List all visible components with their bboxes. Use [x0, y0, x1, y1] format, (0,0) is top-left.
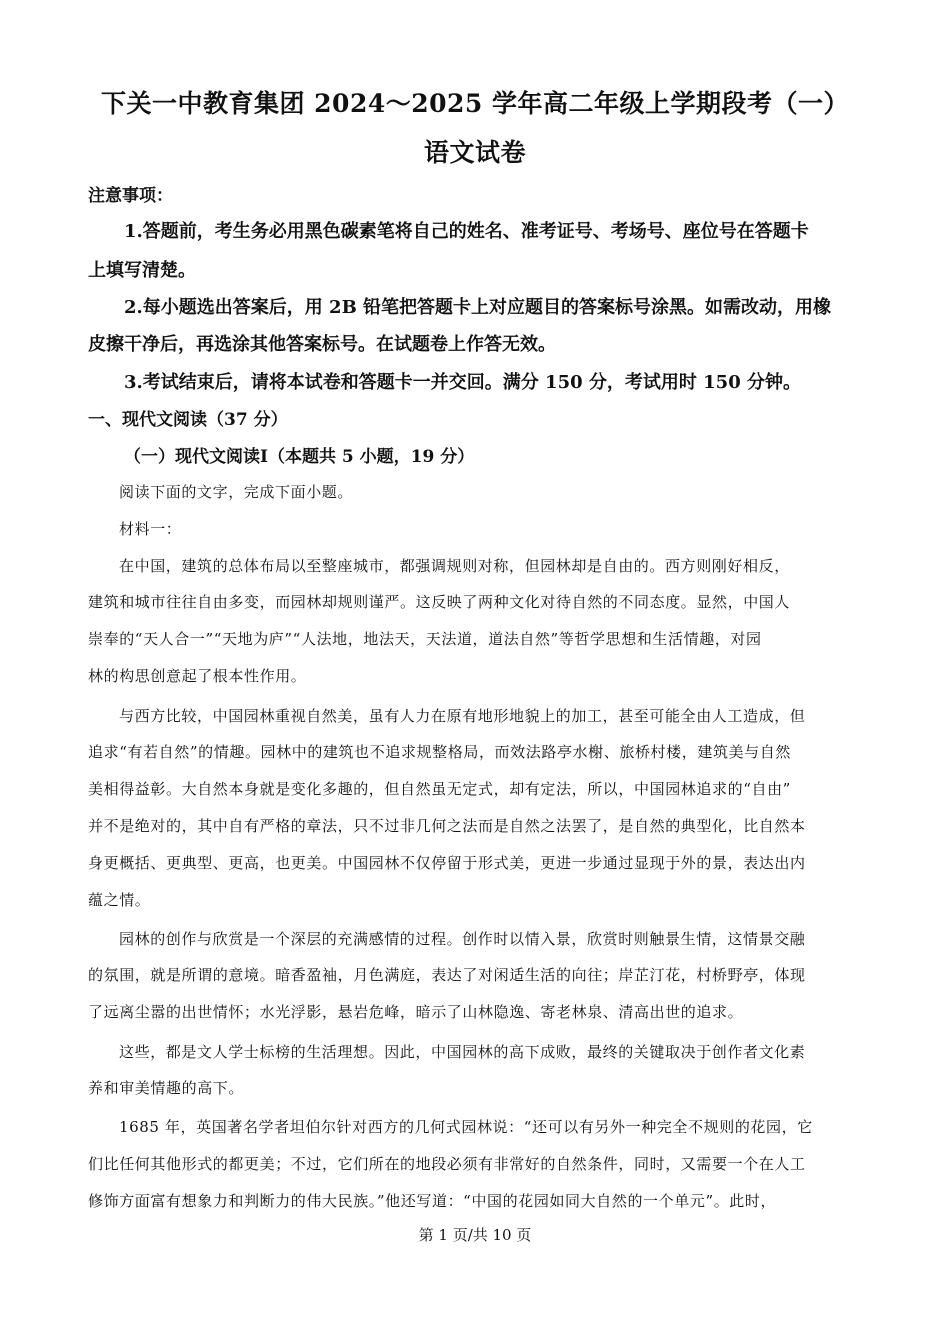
para-line: 追求“有若自然”的情趣。园林中的建筑也不追求规整格局，而效法路亭水榭、旅桥村楼，建筑美与自然: [88, 743, 791, 761]
para-line: 崇奉的“天人合一”“天地为庐”“人法地，地法天，天法道，道法自然”等哲学思想和生活情趣，对园: [88, 630, 762, 648]
para-line: 美相得益彰。大自然本身就是变化多趣的，但自然虽无定式，却有定法，所以，中国园林追求的“自由”: [88, 780, 791, 798]
para-line: 在中国，建筑的总体布局以至整座城市，都强调规则对称，但园林却是自由的。西方则刚好相反，: [119, 557, 790, 575]
para-line: 这些，都是文人学士标榜的生活理想。因此，中国园林的高下成败，最终的关键取决于创作者文化素: [119, 1043, 806, 1061]
notice-line: 皮擦干净后，再选涂其他答案标号。在试题卷上作答无效。: [88, 334, 556, 355]
page-footer: 第 1 页/共 10 页: [418, 1226, 532, 1244]
subsection-heading: （一）现代文阅读Ⅰ（本题共 5 小题，19 分）: [124, 447, 475, 467]
para-line: 身更概括、更典型、更高，也更美。中国园林不仅停留于形式美，更进一步通过显现于外的景，表达出内: [88, 854, 806, 872]
para-line: 园林的创作与欣赏是一个深层的充满感情的过程。创作时以情入景，欣赏时则触景生情，这情景交融: [119, 930, 806, 948]
para-line: 林的构思创意起了根本性作用。: [88, 667, 307, 685]
para-line: 们比任何其他形式的都更美；不过，它们所在的地段必须有非常好的自然条件，同时，又需要一个在人工: [88, 1155, 806, 1173]
para-line: 与西方比较，中国园林重视自然美，虽有人力在原有地形地貌上的加工，甚至可能全由人工造成，但: [119, 707, 806, 725]
para-line: 建筑和城市往往自由多变，而园林却规则谨严。这反映了两种文化对待自然的不同态度。显然，中国人: [88, 593, 791, 611]
para-line: 蕴之情。: [88, 891, 151, 909]
para-line: 养和审美情趣的高下。: [88, 1079, 245, 1097]
para-line: 并不是绝对的，其中自有严格的章法，只不过非几何之法而是自然之法罢了，是自然的典型化，比自然本: [88, 817, 806, 835]
section-heading: 一、现代文阅读（37 分）: [88, 410, 288, 430]
notice-line: 2.每小题选出答案后，用 2B 铅笔把答题卡上对应题目的答案标号涂黑。如需改动，用橡: [124, 297, 832, 318]
exam-title: 下关一中教育集团 2024～2025 学年高二年级上学期段考（一）: [100, 89, 850, 118]
para-line: 了远离尘嚣的出世情怀；水光浮影，悬岩危峰，暗示了山林隐逸、寄老林泉、清高出世的追求。: [88, 1003, 744, 1021]
notice-line: 上填写清楚。: [88, 260, 196, 281]
notice-heading: 注意事项：: [88, 186, 173, 206]
para-line: 的氛围，就是所谓的意境。暗香盈袖，月色满庭，表达了对闲适生活的向往；岸芷汀花，村桥野亭，体现: [88, 966, 806, 984]
notice-line: 3.考试结束后，请将本试卷和答题卡一并交回。满分 150 分，考试用时 150 分钟。: [124, 372, 802, 393]
exam-subtitle: 语文试卷: [423, 138, 526, 167]
instruction-text: 阅读下面的文字，完成下面小题。: [119, 483, 354, 501]
material-label: 材料一：: [119, 520, 182, 538]
notice-line: 1.答题前，考生务必用黑色碳素笔将自己的姓名、准考证号、考场号、座位号在答题卡: [124, 221, 809, 242]
para-line: 1685 年，英国著名学者坦伯尔针对西方的几何式园林说：“还可以有另外一种完全不规则的花园，它: [119, 1118, 813, 1136]
para-line: 修饰方面富有想象力和判断力的伟大民族。”他还写道：“中国的花园如同大自然的一个单元”。此时，: [88, 1192, 777, 1210]
